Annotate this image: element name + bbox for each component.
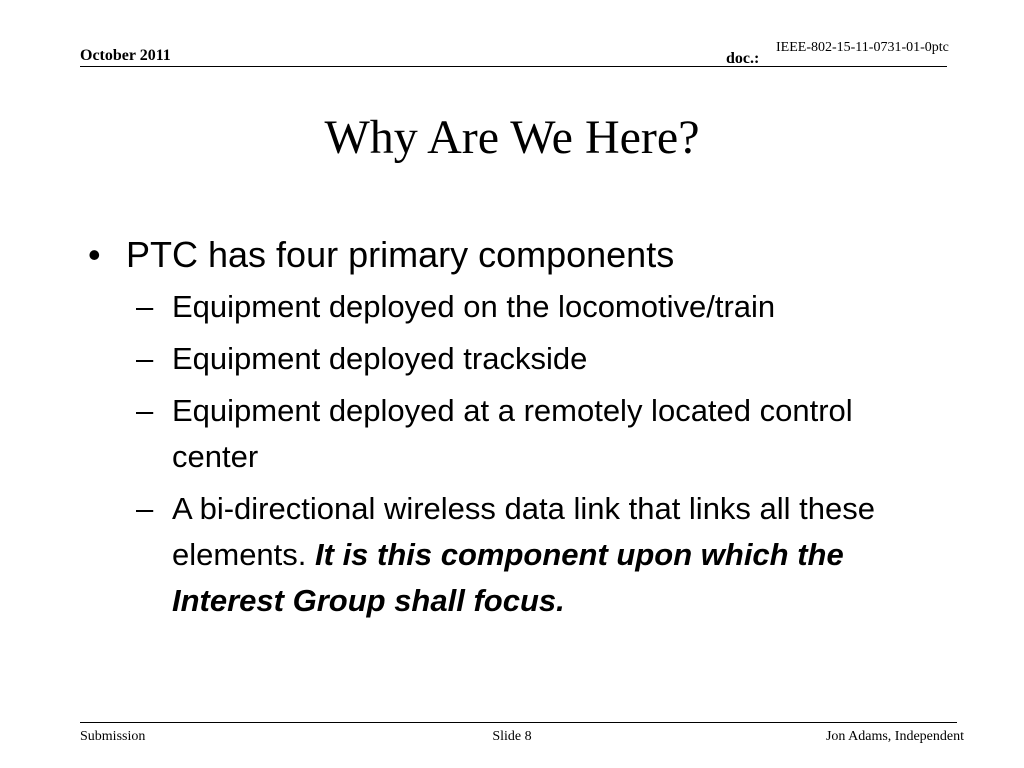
sub-bullet <box>136 336 912 382</box>
main-bullet <box>88 232 948 278</box>
sub-bullet-text: Equipment deployed on the locomotive/train <box>172 289 776 324</box>
sub-bullet-text: Equipment deployed at a remotely located control center <box>172 393 853 474</box>
sub-bullet <box>136 388 912 480</box>
header-doc-number: IEEE-802-15-11-0731-01-0ptc <box>776 40 949 55</box>
header-date: October 2011 <box>80 47 171 64</box>
footer-author: Jon Adams, Independent <box>825 729 964 744</box>
sub-bullet-text: Equipment deployed trackside <box>172 341 588 376</box>
bullet-marker: • <box>88 234 101 275</box>
dash-marker: – <box>136 393 154 428</box>
emphasis-text: It is this component upon which the Interest Group shall focus. <box>172 537 844 618</box>
footer-submission: Submission <box>80 729 146 744</box>
slide-title: Why Are We Here? <box>324 111 700 164</box>
header-divider <box>80 66 947 67</box>
slide-body <box>88 232 948 624</box>
header-doc-label: doc.: <box>726 50 760 67</box>
main-bullet-text: PTC has four primary components <box>126 234 675 275</box>
footer-slide-number: Slide 8 <box>492 729 532 744</box>
sub-bullet <box>136 284 912 330</box>
dash-marker: – <box>136 491 154 526</box>
sub-bullet <box>136 486 912 624</box>
sub-bullet-text: A bi-directional wireless data link that links all these elements. <box>172 491 876 572</box>
dash-marker: – <box>136 289 154 324</box>
dash-marker: – <box>136 341 154 376</box>
footer-divider <box>80 722 957 723</box>
